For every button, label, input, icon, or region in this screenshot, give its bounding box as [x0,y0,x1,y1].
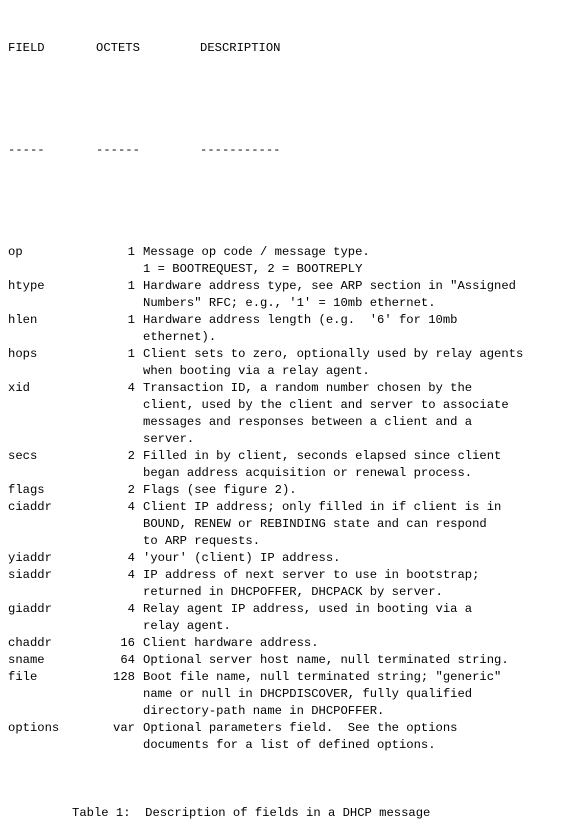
table-row-continuation [8,465,523,482]
field-description: messages and responses between a client and a [143,415,473,429]
field-octets: 2 [127,449,135,463]
header-field-rule: ----- [8,143,45,157]
field-name: chaddr [8,636,52,650]
table-row [8,278,523,295]
field-octets: 4 [127,568,135,582]
table-row [8,635,523,652]
header-octets-rule: ------ [96,143,140,157]
field-name: htype [8,279,45,293]
table-row [8,601,523,618]
header-rule-gap [8,193,523,210]
field-description: IP address of next server to use in bootstrap; [143,568,480,582]
table-row [8,499,523,516]
field-name: siaddr [8,568,52,582]
header-description: DESCRIPTION [200,41,281,55]
table-row [8,482,523,499]
field-octets: 1 [127,347,135,361]
table-row-continuation [8,295,523,312]
field-description: Client sets to zero, optionally used by relay agents [143,347,524,361]
field-description: BOUND, RENEW or REBINDING state and can respond [143,517,487,531]
table-row-continuation [8,533,523,550]
field-octets: 4 [127,500,135,514]
table-row [8,448,523,465]
table-row-continuation [8,703,523,720]
field-octets: 1 [127,245,135,259]
field-octets: var [113,721,135,735]
field-description: returned in DHCPOFFER, DHCPACK by server. [143,585,443,599]
field-description: Optional server host name, null terminated string. [143,653,509,667]
field-description: relay agent. [143,619,231,633]
field-name: hops [8,347,38,361]
field-description: Filled in by client, seconds elapsed since client [143,449,502,463]
field-description: server. [143,432,195,446]
field-description: Hardware address type, see ARP section in "Assigned [143,279,516,293]
field-octets: 16 [120,636,135,650]
field-name: options [8,721,60,735]
field-octets: 4 [127,381,135,395]
field-name: ciaddr [8,500,52,514]
table-row-continuation [8,414,523,431]
table-row-continuation [8,397,523,414]
field-name: sname [8,653,45,667]
field-description: Boot file name, null terminated string; "generic" [143,670,502,684]
field-name: op [8,245,23,259]
field-description: Numbers" RFC; e.g., '1' = 10mb ethernet. [143,296,436,310]
table-row [8,244,523,261]
header-description-rule: ----------- [200,143,281,157]
field-description: 'your' (client) IP address. [143,551,341,565]
field-name: secs [8,449,38,463]
field-name: hlen [8,313,38,327]
field-description: Flags (see figure 2). [143,483,297,497]
field-description: Optional parameters field. See the options [143,721,458,735]
table-header [8,40,523,57]
header-octets: OCTETS [96,41,140,55]
field-description: documents for a list of defined options. [143,738,436,752]
field-description: began address acquisition or renewal process. [143,466,473,480]
table-row [8,380,523,397]
table-row-continuation [8,737,523,754]
field-name: giaddr [8,602,52,616]
field-description: Relay agent IP address, used in booting via a [143,602,473,616]
table-row [8,720,523,737]
field-octets: 2 [127,483,135,497]
header-gap [8,91,523,108]
table-row-continuation [8,516,523,533]
field-description: when booting via a relay agent. [143,364,370,378]
field-description: Client IP address; only filled in if client is in [143,500,502,514]
field-description: directory-path name in DHCPOFFER. [143,704,385,718]
field-name: xid [8,381,30,395]
dhcp-fields-document [8,6,523,839]
field-description: Message op code / message type. [143,245,370,259]
field-description: Client hardware address. [143,636,319,650]
table-row [8,312,523,329]
table-row-continuation [8,261,523,278]
field-description: client, used by the client and server to associate [143,398,509,412]
field-description: to ARP requests. [143,534,261,548]
table-row [8,669,523,686]
table-row-continuation [8,618,523,635]
field-description: Hardware address length (e.g. '6' for 10mb [143,313,458,327]
table-row [8,550,523,567]
field-octets: 64 [120,653,135,667]
field-description: ethernet). [143,330,217,344]
field-name: yiaddr [8,551,52,565]
field-description: Transaction ID, a random number chosen by the [143,381,473,395]
table-row-continuation [8,686,523,703]
table-header-rule [8,142,523,159]
field-name: file [8,670,38,684]
field-name: flags [8,483,45,497]
table-caption: Table 1: Description of fields in a DHCP message [72,806,431,820]
table-row-continuation [8,584,523,601]
field-octets: 4 [127,602,135,616]
table-row-continuation [8,329,523,346]
table-row [8,567,523,584]
table-row-continuation [8,363,523,380]
field-description: 1 = BOOTREQUEST, 2 = BOOTREPLY [143,262,363,276]
field-octets: 1 [127,313,135,327]
table-row [8,346,523,363]
header-field: FIELD [8,41,45,55]
field-table-body [8,244,523,754]
field-octets: 128 [113,670,135,684]
field-description: name or null in DHCPDISCOVER, fully qualified [143,687,473,701]
table-row [8,652,523,669]
field-octets: 4 [127,551,135,565]
table-row-continuation [8,431,523,448]
field-octets: 1 [127,279,135,293]
